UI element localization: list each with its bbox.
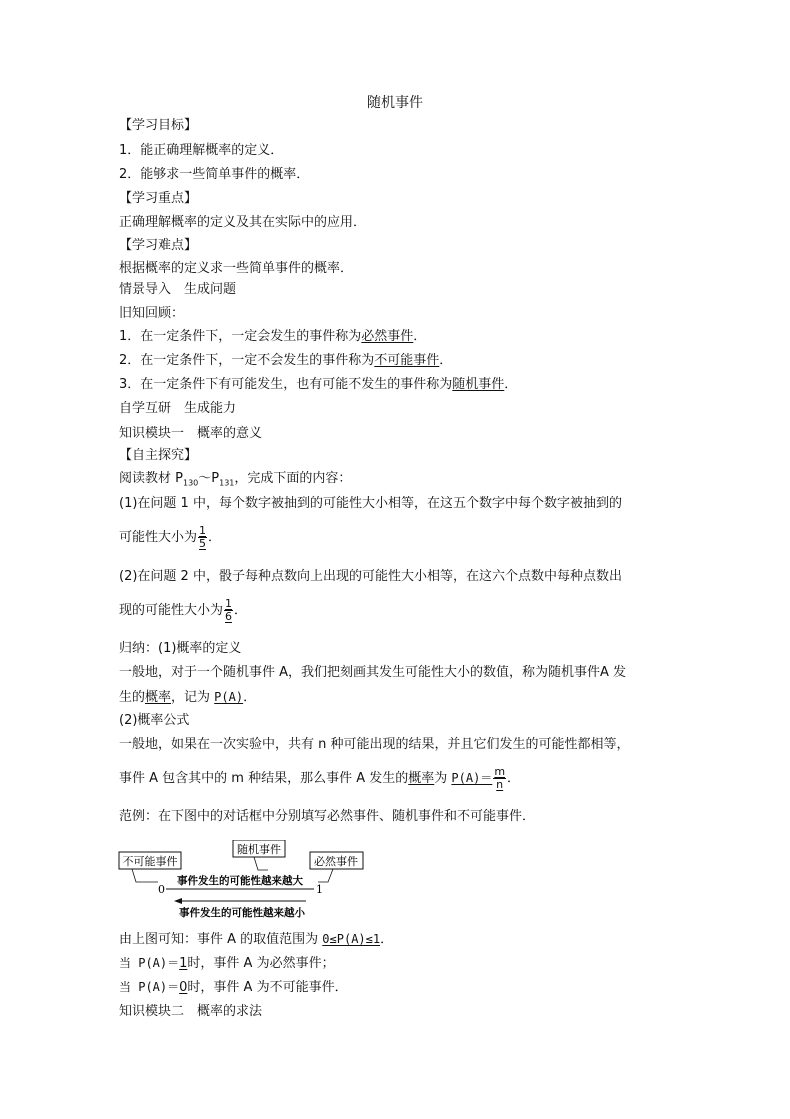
review-3-end: ． [504, 377, 518, 392]
q1-numerator: 1 [199, 524, 207, 537]
q1-denominator: 5 [199, 537, 207, 550]
certain-pre: 当 P(A)＝ [119, 956, 180, 970]
example-text: 范例：在下图中的对话框中分别填写必然事件、随机事件和不可能事件． [119, 809, 536, 824]
formula-end: ． [507, 771, 521, 786]
intro-header: 情景导入 生成问题 [119, 282, 237, 297]
review-3-answer: 随机事件 [452, 377, 505, 392]
module-2-header: 知识模块二 概率的求法 [119, 1004, 263, 1019]
formula-header: (2)概率公式 [119, 713, 190, 728]
goal-1: 1．能正确理解概率的定义． [119, 143, 284, 158]
question-2-line-1: (2)在问题 2 中，骰子每种点数向上出现的可能性大小相等，在这六个点数中每种点数出 [119, 569, 622, 584]
q2-fraction [224, 598, 233, 623]
review-1-text: 1．在一定条件下，一定会发生的事件称为 [119, 329, 362, 344]
read-post: ，完成下面的内容： [234, 471, 352, 486]
range-answer: 0≤P(A)≤1 [322, 932, 381, 946]
certain-answer: 1 [179, 956, 188, 971]
q2-numerator: 1 [225, 597, 233, 610]
definition-line-2 [119, 688, 256, 707]
arrow-upper-label: 事件发生的可能性越来越大 [177, 875, 303, 887]
review-2-text: 2．在一定条件下，一定不会发生的事件称为 [119, 353, 375, 368]
pointer-left [132, 869, 158, 882]
key-header: 【学习重点】 [119, 191, 198, 206]
range-text [119, 930, 393, 949]
explore-header: 【自主探究】 [119, 448, 198, 463]
impossible-pre: 当 P(A)＝ [119, 980, 180, 994]
page-sub-1: 130 [182, 478, 199, 488]
module-1-header: 知识模块一 概率的意义 [119, 426, 263, 441]
box-random-label: 随机事件 [237, 843, 281, 856]
impossible-answer: 0 [179, 980, 188, 995]
review-item-3 [119, 376, 517, 394]
question-2-line-2 [119, 598, 247, 623]
def-answer-2: P(A) [214, 690, 244, 704]
reading-instruction [119, 470, 351, 493]
def-end: ． [243, 690, 257, 705]
formula-pre: 事件 A 包含其中的 m 种结果，那么事件 A 发生的 [119, 771, 409, 786]
impossible-text [119, 978, 348, 997]
difficulty-text: 根据概率的定义求一些简单事件的概率． [119, 261, 354, 276]
arrow-lower-label: 事件发生的可能性越来越小 [179, 907, 305, 919]
summary-header: 归纳：(1)概率的定义 [119, 641, 242, 656]
pointer-right [318, 869, 333, 882]
q2-end: ． [234, 603, 248, 618]
review-3-text: 3．在一定条件下有可能发生，也有可能不发生的事件称为 [119, 377, 453, 392]
page-title: 随机事件 [367, 95, 423, 111]
certain-end: 时，事件 A 为必然事件； [187, 956, 335, 971]
question-1-line-1: (1)在问题 1 中，每个数字被抽到的可能性大小相等，在这五个数字中每个数字被抽到的 [119, 496, 622, 511]
self-study-header: 自学互研 生成能力 [119, 401, 237, 416]
pointer-middle [254, 857, 268, 870]
formula-fraction [493, 766, 506, 791]
review-item-1 [119, 328, 426, 346]
def-answer-1: 概率 [145, 690, 172, 705]
goals-header: 【学习目标】 [119, 118, 198, 133]
formula-answer-2: P(A)＝ [451, 771, 493, 785]
read-pre: 阅读教材 P [119, 471, 183, 486]
def-pre: 生的 [119, 690, 146, 705]
arrow-lower-head [174, 898, 182, 904]
question-1-line-2 [119, 525, 221, 550]
label-zero: 0 [158, 883, 165, 896]
definition-line-1: 一般地，对于一个随机事件 A，我们把刻画其发生可能性大小的数值，称为随机事件A 发 [119, 665, 627, 680]
def-mid: ，记为 [171, 690, 215, 705]
impossible-end: 时，事件 A 为不可能事件． [187, 980, 348, 995]
review-2-answer: 不可能事件 [374, 353, 440, 368]
q1-end: ． [208, 530, 222, 545]
review-header: 旧知回顾： [119, 306, 185, 321]
range-pre: 由上图可知：事件 A 的取值范围为 [119, 932, 323, 947]
probability-diagram [118, 840, 368, 920]
formula-denominator: n [496, 778, 504, 791]
q1-pre: 可能性大小为 [119, 530, 198, 545]
key-text: 正确理解概率的定义及其在实际中的应用． [119, 215, 367, 230]
read-mid: ～P [198, 471, 220, 486]
range-end: ． [380, 932, 394, 947]
box-impossible-label: 不可能事件 [122, 855, 178, 868]
certain-text [119, 954, 335, 973]
formula-numerator: m [494, 765, 506, 778]
review-1-end: ． [413, 329, 427, 344]
formula-answer-1: 概率 [408, 771, 435, 786]
q1-fraction [198, 525, 207, 550]
review-2-end: ． [439, 353, 453, 368]
q2-denominator: 6 [225, 610, 233, 623]
q2-pre: 现的可能性大小为 [119, 603, 224, 618]
formula-mid: 为 [434, 771, 452, 786]
formula-line-1: 一般地，如果在一次实验中，共有 n 种可能出现的结果，并且它们发生的可能性都相等， [119, 737, 630, 752]
label-one: 1 [316, 883, 323, 896]
difficulty-header: 【学习难点】 [119, 238, 198, 253]
page-sub-2: 131 [219, 478, 235, 488]
review-1-answer: 必然事件 [361, 329, 414, 344]
formula-line-2 [119, 766, 520, 791]
box-certain-label: 必然事件 [314, 855, 358, 868]
goal-2: 2．能够求一些简单事件的概率． [119, 167, 310, 182]
review-item-2 [119, 352, 452, 370]
